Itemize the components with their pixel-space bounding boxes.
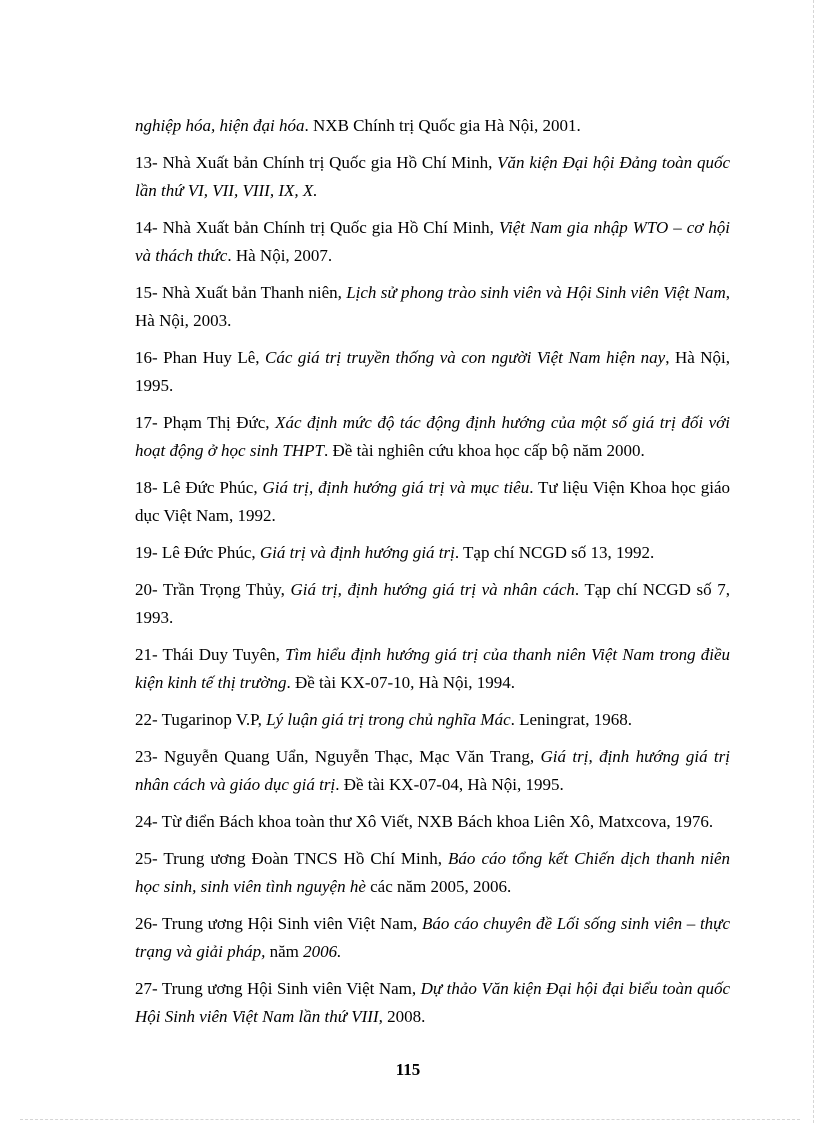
reference-text: . Tư liệu Viện Khoa học giáo dục Việt Nam, 1992. <box>135 478 730 525</box>
reference-text: , Hà Nội, 1995. <box>135 348 730 395</box>
reference-title: Báo cáo tổng kết Chiến dịch thanh niên học sinh, sinh viên tình nguyện hè <box>135 849 730 896</box>
reference-text: 19- Lê Đức Phúc, <box>135 543 260 562</box>
reference-title: Giá trị và định hướng giá trị <box>259 543 455 562</box>
reference-text: 2008. <box>382 1007 426 1026</box>
reference-title: Các giá trị truyền thống và con người Việt Nam hiện nay <box>265 348 666 367</box>
reference-text: . Đề tài KX-07-10, Hà Nội, 1994. <box>286 673 515 692</box>
reference-item <box>135 149 730 205</box>
reference-text: . Tạp chí NCGD số 13, 1992. <box>454 543 655 562</box>
reference-text: 27- Trung ương Hội Sinh viên Việt Nam, <box>135 979 421 998</box>
page-border-bottom <box>20 1119 800 1120</box>
reference-title: Xác định mức độ tác động định hướng của một số giá trị đối với hoạt động ở học sinh THPT <box>135 413 730 460</box>
reference-list <box>135 112 730 1040</box>
reference-text: 20- Trần Trọng Thủy, <box>135 580 291 599</box>
reference-text: 25- Trung ương Đoàn TNCS Hồ Chí Minh, <box>135 849 449 868</box>
reference-text: . Đề tài KX-07-04, Hà Nội, 1995. <box>335 775 564 794</box>
reference-item <box>135 576 730 632</box>
reference-title: Việt Nam gia nhập WTO – cơ hội và thách thức <box>135 218 730 265</box>
reference-item <box>135 845 730 901</box>
reference-item <box>135 641 730 697</box>
reference-item <box>135 743 730 799</box>
reference-title: Dự thảo Văn kiện Đại hội đại biểu toàn quốc Hội Sinh viên Việt Nam lần thứ VIII, <box>135 979 730 1026</box>
reference-text: các năm 2005, 2006. <box>365 877 512 896</box>
reference-title: nghiệp hóa, hiện đại hóa <box>135 116 305 135</box>
reference-item <box>135 910 730 966</box>
reference-item <box>135 279 730 335</box>
reference-title: Giá trị, định hướng giá trị và nhân cách <box>290 580 575 599</box>
reference-item <box>135 975 730 1031</box>
reference-item <box>135 474 730 530</box>
reference-item <box>135 409 730 465</box>
reference-text: 18- Lê Đức Phúc, <box>135 478 263 497</box>
reference-text: 14- Nhà Xuất bản Chính trị Quốc gia Hồ Chí Minh, <box>135 218 499 237</box>
page-border-right <box>813 0 814 1123</box>
reference-text: 24- Từ điển Bách khoa toàn thư Xô Viết, NXB Bách khoa Liên Xô, Matxcova, 1976. <box>135 812 714 831</box>
reference-title: Giá trị, định hướng giá trị nhân cách và giáo dục giá trị <box>135 747 730 794</box>
reference-title: Giá trị, định hướng giá trị và mục tiêu <box>262 478 530 497</box>
page-number: 115 <box>395 1060 421 1079</box>
reference-text: năm <box>265 942 304 961</box>
reference-text: 22- Tugarinop V.P, <box>135 710 267 729</box>
reference-text: , Hà Nội, 2003. <box>135 283 730 330</box>
reference-text: 16- Phan Huy Lê, <box>135 348 266 367</box>
reference-item <box>135 112 730 140</box>
reference-text: 17- Phạm Thị Đức, <box>135 413 276 432</box>
reference-item <box>135 539 730 567</box>
reference-text: 21- Thái Duy Tuyên, <box>135 645 285 664</box>
reference-title: Văn kiện Đại hội Đảng toàn quốc lần thứ VI, VII, VIII, IX, X. <box>135 153 730 200</box>
reference-item <box>135 344 730 400</box>
reference-item <box>135 808 730 836</box>
reference-text: 23- Nguyễn Quang Uẩn, Nguyễn Thạc, Mạc Văn Trang, <box>135 747 541 766</box>
reference-text: 13- Nhà Xuất bản Chính trị Quốc gia Hồ Chí Minh, <box>135 153 498 172</box>
reference-text: . Hà Nội, 2007. <box>227 246 333 265</box>
reference-text: . Tạp chí NCGD số 7, 1993. <box>135 580 730 627</box>
reference-text: . Đề tài nghiên cứu khoa học cấp bộ năm 2000. <box>324 441 645 460</box>
reference-item <box>135 214 730 270</box>
reference-item <box>135 706 730 734</box>
reference-text: 15- Nhà Xuất bản Thanh niên, <box>135 283 347 302</box>
reference-title: Tìm hiểu định hướng giá trị của thanh niên Việt Nam trong điều kiện kinh tế thị trường <box>135 645 730 692</box>
reference-title: Lịch sử phong trào sinh viên và Hội Sinh viên Việt Nam <box>346 283 726 302</box>
reference-title: Báo cáo chuyên đề Lối sống sinh viên – thực trạng và giải pháp, <box>135 914 730 961</box>
reference-text: . Leningrat, 1968. <box>510 710 632 729</box>
reference-text: 26- Trung ương Hội Sinh viên Việt Nam, <box>135 914 422 933</box>
reference-title: Lý luận giá trị trong chủ nghĩa Mác <box>266 710 511 729</box>
reference-text: . NXB Chính trị Quốc gia Hà Nội, 2001. <box>304 116 581 135</box>
reference-title: 2006. <box>303 942 342 961</box>
